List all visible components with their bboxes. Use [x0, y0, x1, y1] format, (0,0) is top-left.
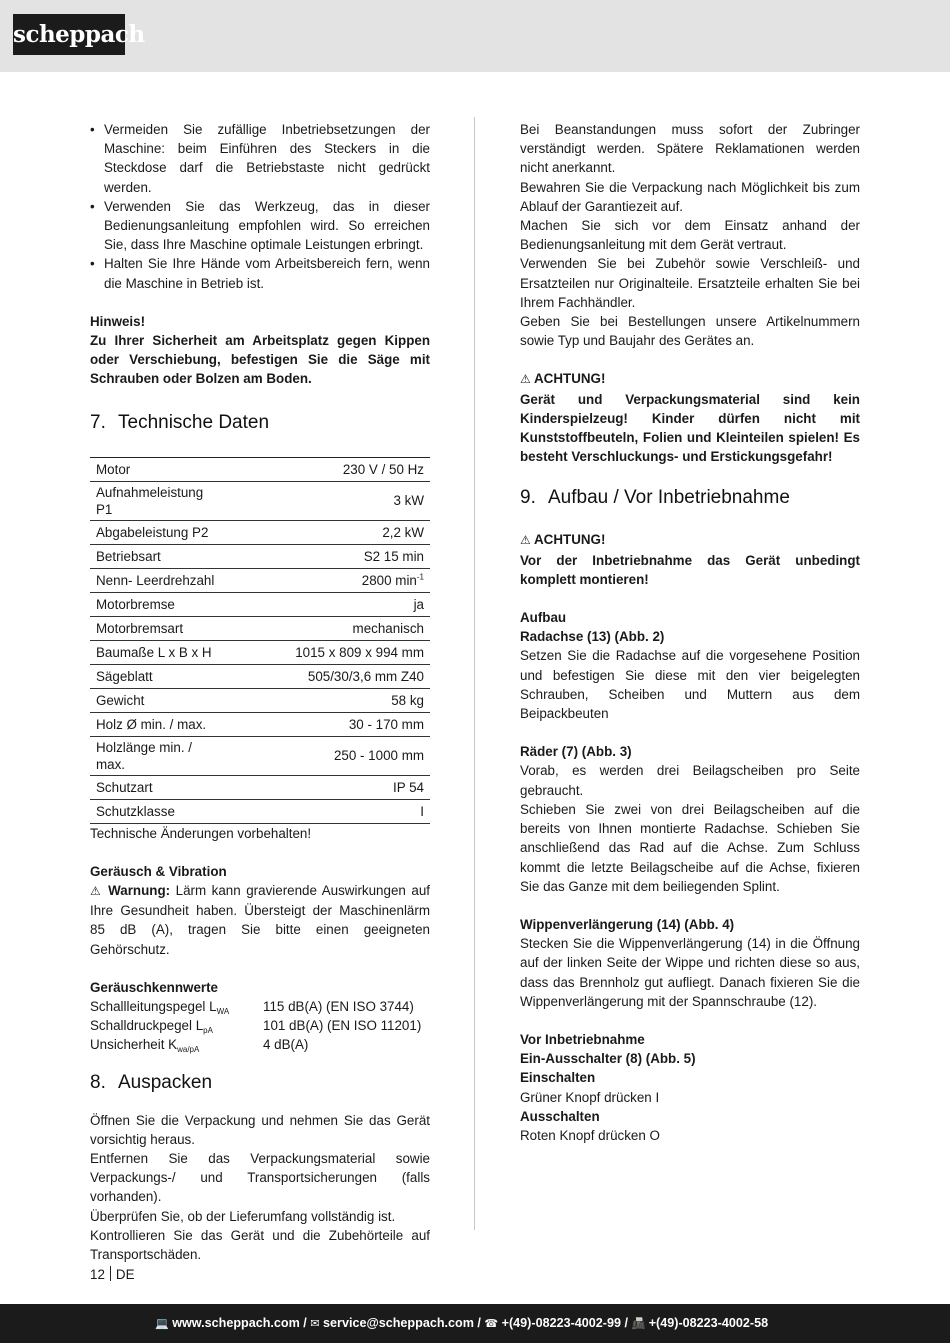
- spec-row: [90, 799, 430, 823]
- ausschalten-title: Ausschalten: [520, 1108, 600, 1124]
- spec-label: Baumaße L x B x H: [90, 640, 222, 664]
- spec-label: Betriebsart: [90, 544, 222, 568]
- aufbau-title: Aufbau: [520, 610, 567, 626]
- header-bar: [0, 0, 950, 72]
- spec-note: Technische Änderungen vorbehalten!: [90, 825, 312, 841]
- spec-label: Gewicht: [90, 688, 222, 712]
- spec-value: 230 V / 50 Hz: [342, 461, 424, 477]
- spec-label: Holz Ø min. / max.: [90, 712, 222, 736]
- achtung-1-title: [520, 369, 860, 389]
- achtung-label: ACHTUNG!: [534, 371, 606, 387]
- spec-row: [90, 736, 430, 775]
- column-divider: [474, 117, 475, 1230]
- footer-fax: +(49)-08223-4002-58: [648, 1316, 769, 1330]
- spec-label: Motorbremse: [90, 592, 222, 616]
- page-number-value: 12: [90, 1267, 105, 1282]
- spec-value: 2,2 kW: [382, 524, 424, 540]
- section-number: 9.: [520, 487, 536, 509]
- safety-bullet-list: [90, 120, 430, 293]
- left-column: [90, 120, 430, 1264]
- section-number: 8.: [90, 1071, 106, 1093]
- spec-value-superscript: -1: [416, 572, 424, 582]
- spec-value-cell: [222, 775, 430, 799]
- noise-value-row: [90, 1016, 430, 1035]
- spec-value-cell: [222, 544, 430, 568]
- warning-icon: ⚠: [520, 533, 531, 548]
- noise-value: 101 dB(A) (EN ISO 11201): [263, 1018, 422, 1034]
- spec-value: 30 - 170 mm: [348, 716, 424, 732]
- section-9-heading: [520, 486, 860, 510]
- phone-icon: ☎: [484, 1317, 499, 1330]
- noise-value: 115 dB(A) (EN ISO 3744): [263, 999, 414, 1015]
- spec-label: Motor: [90, 457, 222, 481]
- spec-row: [90, 688, 430, 712]
- wippe-title: Wippenverlängerung (14) (Abb. 4): [520, 916, 735, 932]
- spec-value-cell: [222, 664, 430, 688]
- right-column: [520, 120, 860, 1145]
- achtung-label: ACHTUNG!: [534, 532, 606, 548]
- spec-label: Sägeblatt: [90, 664, 222, 688]
- page-separator: [110, 1266, 111, 1281]
- spec-value: IP 54: [392, 779, 424, 795]
- einschalten-title: Einschalten: [520, 1070, 596, 1086]
- noise-value-subscript: wa/pA: [177, 1045, 200, 1055]
- spec-row: [90, 712, 430, 736]
- spec-row: [90, 775, 430, 799]
- footer-contact: [155, 1314, 768, 1333]
- footer-website[interactable]: www.scheppach.com /: [172, 1316, 307, 1330]
- noise-value: 4 dB(A): [263, 1037, 309, 1053]
- spec-value: 58 kg: [391, 692, 424, 708]
- spec-row: [90, 481, 430, 520]
- noise-value-label: Unsicherheit K: [90, 1037, 178, 1053]
- spec-value: 250 - 1000 mm: [333, 748, 424, 764]
- achtung-1-text: Gerät und Verpackungsmaterial sind kein Kinderspielzeug! Kinder dürfen nicht mit Kunststoffbeuteln, Folien und Kleinteilen spielen! Es besteht Verschluckungs- und Erstickungsgefahr!: [520, 391, 860, 465]
- hinweis-title: Hinweis!: [90, 313, 146, 329]
- warning-icon: ⚠: [90, 884, 103, 899]
- noise-value-subscript: pA: [203, 1026, 213, 1036]
- spec-value: 2800 min: [361, 572, 417, 588]
- section-title: Technische Daten: [118, 411, 270, 433]
- spec-label: Nenn- Leerdrehzahl: [90, 568, 222, 592]
- noise-value-label: Schallleitungspegel L: [90, 999, 217, 1015]
- noise-value-row: [90, 1035, 430, 1054]
- spec-value: I: [420, 803, 424, 819]
- spec-label: Motorbremsart: [90, 616, 222, 640]
- spec-value-cell: [222, 481, 430, 520]
- spec-label: Abgabeleistung P2: [90, 520, 222, 544]
- spec-value-cell: [222, 736, 430, 775]
- noise-warning: [90, 881, 430, 959]
- technical-data-table: [90, 457, 430, 824]
- warning-text: Lärm kann gravierende Auswirkungen auf Ihre Gesundheit haben. Übersteigt der Maschinenlärm 85 dB (A), tragen Sie bitte einen geeigneten Gehörschutz.: [90, 883, 430, 957]
- page-language: DE: [115, 1267, 135, 1282]
- spec-label: Aufnahmeleistung P1: [90, 481, 222, 520]
- noise-title: Geräusch & Vibration: [90, 863, 227, 879]
- section-8-heading: [90, 1071, 430, 1095]
- spec-label: Holzlänge min. / max.: [90, 736, 222, 775]
- spec-value-cell: [222, 592, 430, 616]
- schalter-title: Ein-Ausschalter (8) (Abb. 5): [520, 1051, 696, 1067]
- spec-row: [90, 568, 430, 592]
- warning-label: Warnung:: [108, 883, 171, 899]
- spec-value-cell: [222, 640, 430, 664]
- spec-row: [90, 640, 430, 664]
- spec-value-cell: [222, 616, 430, 640]
- section-number: 7.: [90, 411, 106, 433]
- spec-row: [90, 457, 430, 481]
- footer-bar: [0, 1304, 950, 1343]
- scheppach-logo: scheppach: [13, 14, 125, 55]
- spec-value: mechanisch: [352, 620, 424, 636]
- achtung-2-title: [520, 530, 860, 550]
- hinweis-text: Zu Ihrer Sicherheit am Arbeitsplatz gegen Kippen oder Verschiebung, befestigen Sie die Säge mit Schrauben oder Bolzen am Boden.: [90, 333, 430, 387]
- noise-value-label: Schalldruckpegel L: [90, 1018, 204, 1034]
- spec-label: Schutzklasse: [90, 799, 222, 823]
- section-title: Aufbau / Vor Inbetriebnahme: [548, 487, 790, 509]
- computer-icon: 💻: [155, 1317, 169, 1330]
- radachse-title: Radachse (13) (Abb. 2): [520, 629, 665, 645]
- vor-inbetriebnahme-title: Vor Inbetriebnahme: [520, 1031, 645, 1047]
- spec-value-cell: [222, 457, 430, 481]
- spec-value: 3 kW: [393, 493, 424, 509]
- noise-value-subscript: WA: [216, 1007, 230, 1017]
- spec-value-cell: [222, 799, 430, 823]
- spec-value-cell: [222, 712, 430, 736]
- noise-values-list: [90, 997, 430, 1055]
- footer-email[interactable]: service@scheppach.com /: [323, 1316, 481, 1330]
- intro-text: Bei Beanstandungen muss sofort der Zubringer verständigt werden. Spätere Reklamationen werden nicht anerkannt. Bewahren Sie die Verpackung nach Möglichkeit bis zum Ablauf der Garantiezeit auf. Machen Sie sich vor dem Einsatz anhand der Bedienungsanleitung mit dem Gerät vertraut. Verwenden Sie bei Zubehör sowie Verschleiß- und Ersatzteilen nur Originalteile. Ersatzteile erhalten Sie bei Ihrem Fachhändler. Geben Sie bei Bestellungen unsere Artikelnummern sowie Typ und Baujahr des Gerätes an.: [520, 122, 860, 349]
- einschalten-text: Grüner Knopf drücken I: [520, 1089, 660, 1105]
- page-number: [90, 1265, 135, 1284]
- spec-value-cell: [222, 688, 430, 712]
- raeder-text: Vorab, es werden drei Beilagscheiben pro Seite gebraucht. Schieben Sie zwei von drei Beilagscheiben auf die bereits von Ihnen montierte Radachse. Schieben Sie anschließend das Rad auf die Achse. Zum Schluss kommt die letzte Beilagscheibe auf die Achse, fixieren Sie das Ganze mit dem beiliegenden Splint.: [520, 763, 860, 894]
- spec-value-cell: [222, 520, 430, 544]
- noise-value-row: [90, 997, 430, 1016]
- wippe-text: Stecken Sie die Wippenverlängerung (14) in die Öffnung auf der linken Seite der Wippe und richten diese so aus, dass das Brennholz gut aufliegt. Danach fixieren Sie die Wippenverlängerung mit der Spannschraube (12).: [520, 936, 860, 1009]
- bullet-item: • Verwenden Sie das Werkzeug, das in dieser Bedienungsanleitung empfohlen wird. So erreichen Sie, dass Ihre Maschine optimale Leistungen erbringt.: [90, 197, 430, 255]
- spec-value: ja: [413, 596, 424, 612]
- bullet-item: • Vermeiden Sie zufällige Inbetriebsetzungen der Maschine: beim Einführen des Steckers in die Steckdose darf die Betriebstaste nicht gedrückt werden.: [90, 120, 430, 197]
- spec-row: [90, 616, 430, 640]
- spec-row: [90, 544, 430, 568]
- spec-value: S2 15 min: [363, 548, 424, 564]
- footer-phone: +(49)-08223-4002-99 /: [501, 1316, 628, 1330]
- bullet-item: • Halten Sie Ihre Hände vom Arbeitsbereich fern, wenn die Maschine in Betrieb ist.: [90, 254, 430, 292]
- auspacken-text: Öffnen Sie die Verpackung und nehmen Sie das Gerät vorsichtig heraus. Entfernen Sie das Verpackungsmaterial sowie Verpackungs-/ und Transportsicherungen (falls vorhanden). Überprüfen Sie, ob der Lieferumfang vollständig ist. Kontrollieren Sie das Gerät und die Zubehörteile auf Transportschäden.: [90, 1112, 430, 1263]
- fax-icon: 📠: [631, 1317, 646, 1330]
- raeder-title: Räder (7) (Abb. 3): [520, 744, 632, 760]
- mail-icon: ✉: [310, 1317, 320, 1330]
- noise-values-title: Geräuschkennwerte: [90, 979, 219, 995]
- ausschalten-text: Roten Knopf drücken O: [520, 1127, 660, 1143]
- section-title: Auspacken: [118, 1071, 213, 1093]
- spec-label: Schutzart: [90, 775, 222, 799]
- radachse-text: Setzen Sie die Radachse auf die vorgesehene Position und befestigen Sie diese mit den vier beigelegten Schrauben, Scheiben und Muttern aus dem Beipackbeuten: [520, 648, 860, 722]
- spec-row: [90, 592, 430, 616]
- spec-value: 505/30/3,6 mm Z40: [307, 668, 424, 684]
- spec-row: [90, 664, 430, 688]
- spec-value: 1015 x 809 x 994 mm: [295, 644, 424, 660]
- achtung-2-text: Vor der Inbetriebnahme das Gerät unbedingt komplett montieren!: [520, 552, 860, 587]
- spec-value-cell: [222, 568, 430, 592]
- warning-icon: ⚠: [520, 372, 531, 387]
- section-7-heading: [90, 411, 430, 435]
- spec-row: [90, 520, 430, 544]
